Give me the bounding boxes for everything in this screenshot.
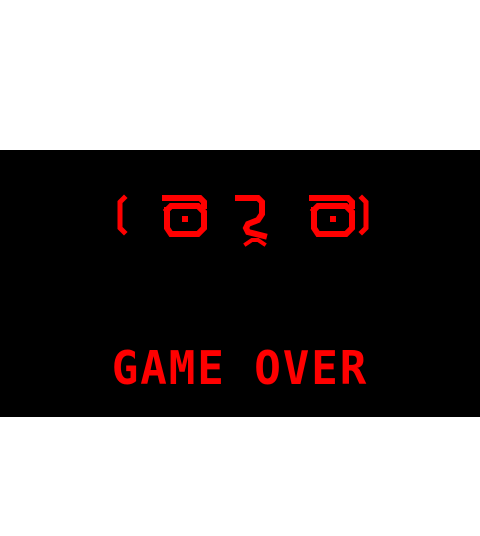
game-over-text xyxy=(10,342,471,402)
game-over-screen xyxy=(0,150,480,417)
left-paren-icon xyxy=(120,198,124,232)
face-glyphs xyxy=(0,184,480,274)
right-paren-icon xyxy=(362,198,366,232)
disapproval-face xyxy=(0,184,480,274)
left-eye-icon xyxy=(165,198,204,234)
mouth-icon xyxy=(238,198,264,244)
right-eye-icon xyxy=(312,198,352,234)
game-over-svg xyxy=(10,342,471,402)
game-over-label: GAME OVER xyxy=(111,342,369,396)
